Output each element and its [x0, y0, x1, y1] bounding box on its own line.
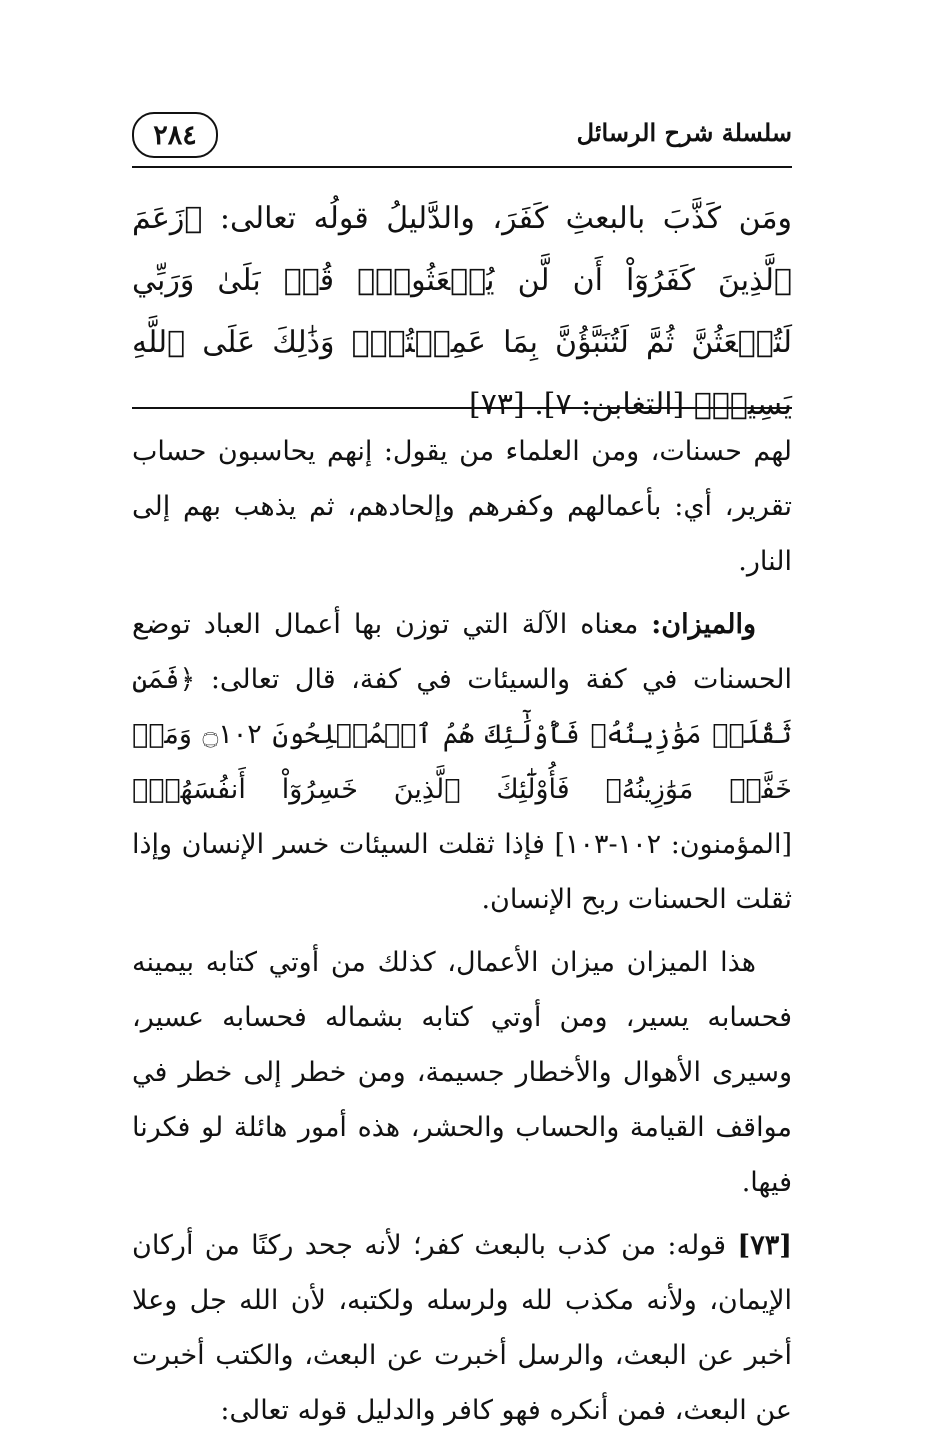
- commentary-paragraph-4: [132, 1218, 792, 1438]
- verse-close-bracket: ﴾: [132, 774, 149, 805]
- mizan-conclusion: فإذا ثقلت السيئات خسر الإنسان وإذا ثقلت الحسنات ربح الإنسان.: [132, 829, 792, 915]
- footnote-text: قوله: من كذب بالبعث كفر؛ لأنه جحد ركنًا من أركان الإيمان، ولأنه مكذب لله ولرسله ولكتبه، لأن الله جل وعلا أخبر عن البعث، والرسل أخبرت عن البعث، والكتب أخبرت عن البعث، فمن أنكره فهو كافر والدليل قوله تعالى:: [132, 1230, 792, 1426]
- verse-close-bracket: ﴾: [693, 387, 712, 422]
- commentary-paragraph-3: هذا الميزان ميزان الأعمال، كذلك من أوتي كتابه بيمينه فحسابه يسير، ومن أوتي كتابه بشماله فحسابه عسير، وسيرى الأهوال والأخطار جسيمة، ومن خطر إلى خطر في مواقف القيامة والحساب والحشر، هذه أمور هائلة لو فكرنا فيها.: [132, 947, 792, 1198]
- verse-reference: [التغابن: ٧].: [534, 387, 685, 422]
- footnote-marker: [٧٣]: [737, 1230, 792, 1261]
- matn-text: [132, 188, 792, 436]
- commentary-text: [132, 424, 792, 1446]
- series-title: سلسلة شرح الرسائل: [576, 118, 792, 147]
- mizan-definition: معناه الآلة التي توزن بها أعمال العباد توضع الحسنات في كفة والسيئات في كفة، قال تعالى:: [132, 609, 793, 695]
- quran-verse: زَعَمَ ٱلَّذِينَ كَفَرُوٓاْ أَن لَّن يُبۡعَثُواْۚ قُلۡ بَلَىٰ وَرَبِّي لَتُبۡعَثُنَّ ثُمَّ لَتُنَبَّؤُنَّ بِمَا عَمِلۡتُمۡۚ وَذَٰلِكَ عَلَى ٱللَّهِ يَسِيرٞ: [132, 201, 792, 422]
- page-header: [132, 108, 792, 168]
- header-divider: [132, 166, 792, 168]
- verse-open-bracket: ﴿: [184, 201, 203, 236]
- verse-open-bracket: ﴿: [179, 664, 196, 695]
- commentary-paragraph-1: لهم حسنات، ومن العلماء من يقول: إنهم يحاسبون حساب تقرير، أي: بأعمالهم وكفرهم وإلحادهم، ثم يذهب بهم إلى النار.: [132, 436, 792, 577]
- verse-reference: [المؤمنون: ١٠٢-١٠٣]: [554, 829, 792, 860]
- page-number: ٢٨٤: [132, 112, 218, 158]
- section-divider: [132, 407, 792, 409]
- commentary-paragraph-2: [132, 597, 792, 927]
- term-mizan: والميزان:: [651, 609, 756, 640]
- quran-verse: فَمَن ثَقُلَتۡ مَوَٰزِينُهُۥ فَأُوْلَٰٓئِكَ هُمُ ٱلۡمُفۡلِحُونَ ۝١٠٢ وَمَنۡ خَفَّتۡ مَوَٰزِينُهُۥ فَأُوْلَٰٓئِكَ ٱلَّذِينَ خَسِرُوٓاْ أَنفُسَهُمۡ: [132, 664, 792, 805]
- matn-intro: ومَن كَذَّبَ بالبعثِ كَفَرَ، والدَّليلُ قولُه تعالى:: [219, 201, 793, 236]
- footnote-marker: [٧٣]: [468, 387, 525, 422]
- matn-paragraph: [132, 188, 792, 436]
